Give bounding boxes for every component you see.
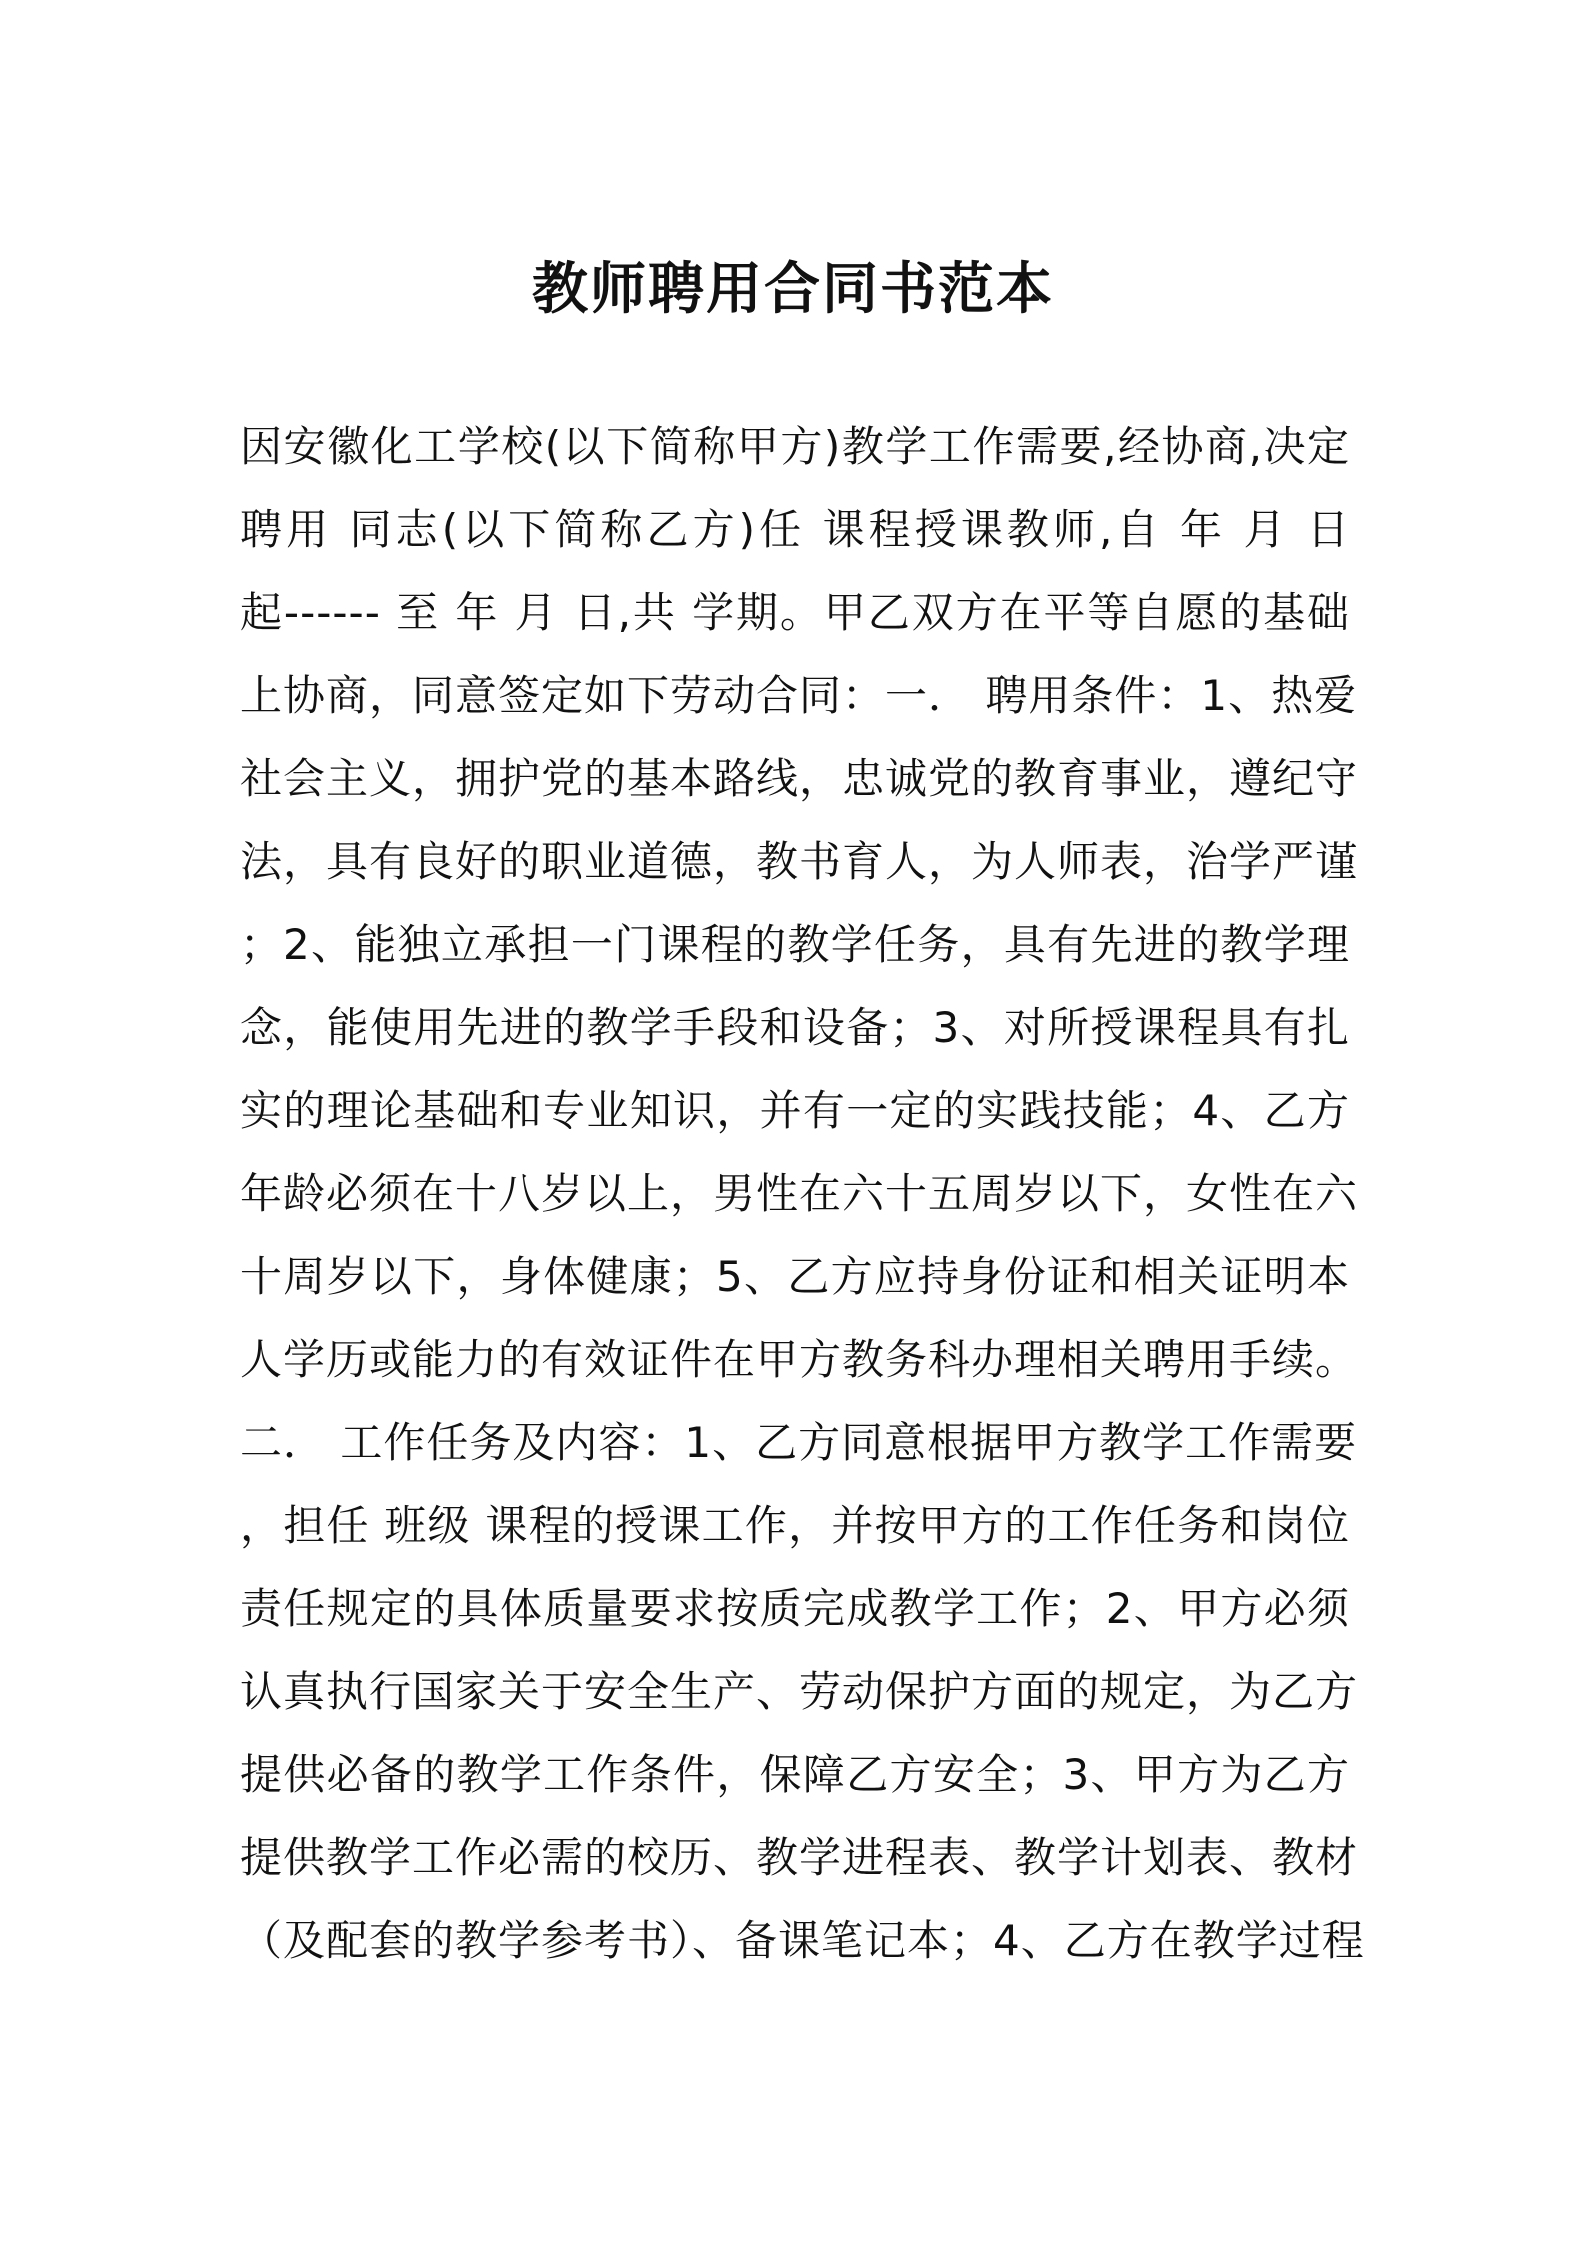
body-line: 上协商，同意签定如下劳动合同：一． 聘用条件：1、热爱: [240, 671, 1358, 720]
body-line: 社会主义，拥护党的基本路线，忠诚党的教育事业，遵纪守: [240, 754, 1359, 803]
body-line: 念，能使用先进的教学手段和设备；3、对所授课程具有扎: [240, 1003, 1350, 1052]
body-line: 聘用 同志(以下简称乙方)任 课程授课教师,自 年 月 日: [240, 505, 1350, 554]
body-line: 责任规定的具体质量要求按质完成教学工作；2、甲方必须: [240, 1584, 1350, 1633]
body-line: 年龄必须在十八岁以上，男性在六十五周岁以下，女性在六: [240, 1169, 1359, 1218]
body-line: （及配套的教学参考书）、备课笔记本；4、乙方在教学过程: [240, 1916, 1365, 1965]
body-line: 提供必备的教学工作条件，保障乙方安全；3、甲方为乙方: [240, 1750, 1350, 1799]
body-line: 十周岁以下，身体健康；5、乙方应持身份证和相关证明本: [240, 1252, 1350, 1301]
document-title: 教师聘用合同书范本: [532, 257, 1054, 322]
body-line: 法，具有良好的职业道德，教书育人，为人师表，治学严谨: [240, 837, 1359, 886]
body-line: 起------ 至 年 月 日,共 学期。甲乙双方在平等自愿的基础: [240, 588, 1350, 637]
body-line: ，担任 班级 课程的授课工作，并按甲方的工作任务和岗位: [240, 1501, 1350, 1550]
body-line: 人学历或能力的有效证件在甲方教务科办理相关聘用手续。: [240, 1335, 1359, 1384]
contract-body: [240, 405, 1365, 1982]
body-line: ；2、能独立承担一门课程的教学任务，具有先进的教学理: [240, 920, 1350, 969]
body-line: 二． 工作任务及内容：1、乙方同意根据甲方教学工作需要: [240, 1418, 1358, 1467]
body-line: 因安徽化工学校(以下简称甲方)教学工作需要,经协商,决定: [240, 422, 1350, 471]
body-line: 提供教学工作必需的校历、教学进程表、教学计划表、教材: [240, 1833, 1359, 1882]
body-line: 实的理论基础和专业知识，并有一定的实践技能；4、乙方: [240, 1086, 1350, 1135]
body-line: 认真执行国家关于安全生产、劳动保护方面的规定，为乙方: [240, 1667, 1359, 1716]
